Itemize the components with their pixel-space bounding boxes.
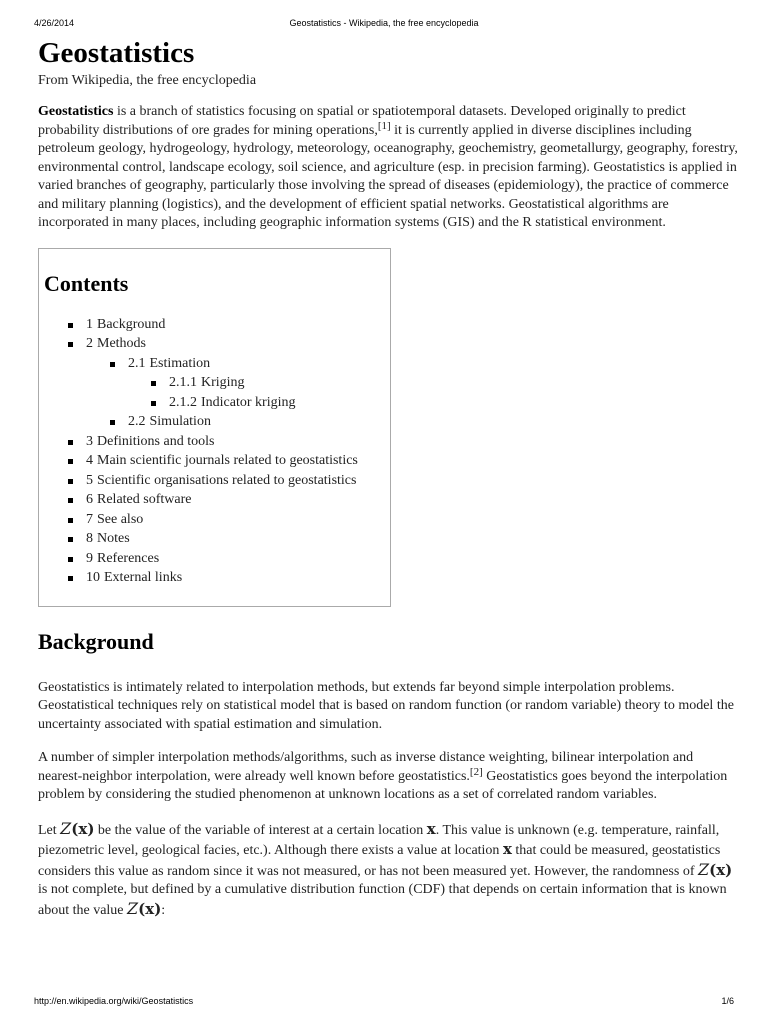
site-tagline: From Wikipedia, the free encyclopedia — [38, 73, 257, 88]
toc-item-journals[interactable]: 4 Main scientific journals related to geostatistics — [44, 451, 390, 471]
math-x: (x) — [709, 860, 733, 879]
toc-item-estimation[interactable]: 2.1 Estimation — [44, 354, 390, 374]
toc-item-organisations[interactable]: 5 Scientific organisations related to geostatistics — [44, 471, 390, 491]
bullet-icon — [68, 440, 73, 445]
bullet-icon — [68, 576, 73, 581]
background-paragraph-2: A number of simpler interpolation methods/algorithms, such as inverse distance weighting, bilinear interpolation and nearest-neighbor interpolation, were already well known before geostatistics.[2] Geostatistics goes beyond the interpolation problem by considering the studied phenomenon at unknown locations as a set of correlated random variables. — [38, 750, 728, 802]
toc-item-external-links[interactable]: 10 External links — [44, 568, 390, 588]
intro-text-1: is a branch of statistics focusing on spatial or spatiotemporal datasets. Developed originally to predict probability distributions of ore grades for mining operations, — [38, 104, 686, 138]
section-heading-background: Background — [38, 628, 154, 654]
background-paragraph-3: Let Z(x) be the value of the variable of interest at a certain location x. This value is unknown (e.g. temperature, rainfall, piezometric level, geological facies, etc.). Although there exists a value at location x that could be measured, geostatistics considers this value as random since it was not measured, or has not been measured yet. However, the randomness of Z(x) is not complete, but defined by a cumulative distribution function (CDF) that depends on certain information that is known about the value Z(x): — [38, 818, 733, 918]
table-of-contents — [38, 248, 391, 607]
math-x: x — [426, 819, 436, 838]
bullet-icon — [68, 479, 73, 484]
bullet-icon — [68, 537, 73, 542]
bullet-icon — [151, 401, 156, 406]
toc-item-background[interactable]: 1 Background — [44, 315, 390, 335]
bullet-icon — [110, 420, 115, 425]
print-footer — [34, 996, 734, 1010]
print-page-title: Geostatistics - Wikipedia, the free encyclopedia — [289, 18, 479, 28]
article-content — [38, 34, 738, 935]
math-z: Z — [127, 898, 139, 918]
bullet-icon — [68, 323, 73, 328]
background-paragraph-1: Geostatistics is intimately related to interpolation methods, but extends far beyond simple interpolation problems. Geostatistical techniques rely on statistical model that is based on random function (or random variable) theory to model the uncertainty associated with spatial estimation and simulation. — [38, 679, 734, 732]
intro-paragraph — [38, 103, 738, 233]
math-x: (x) — [71, 819, 95, 838]
toc-item-see-also[interactable]: 7 See also — [44, 510, 390, 530]
print-url: http://en.wikipedia.org/wiki/Geostatistics — [34, 996, 194, 1006]
toc-item-simulation[interactable]: 2.2 Simulation — [44, 412, 390, 432]
bullet-icon — [68, 557, 73, 562]
bullet-icon — [68, 459, 73, 464]
intro-text-2: it is currently applied in diverse disciplines including petroleum geology, hydrogeology, hydrology, meteorology, oceanography, geochemistry, geometallurgy, geography, forestry, environmental control, landscape ecology, soil science, and agriculture (esp. in precision farming). Geostatistics is applied in varied branches of geography, particularly those involving the spread of diseases (epidemiology), the practice of commerce and military planning (logistics), and the development of efficient spatial networks. Geostatistical algorithms are incorporated in many places, including geographic information systems (GIS) and the R statistical environment. — [38, 122, 738, 230]
print-date: 4/26/2014 — [34, 18, 75, 28]
bullet-icon — [151, 381, 156, 386]
toc-item-indicator-kriging[interactable]: 2.1.2 Indicator kriging — [44, 393, 390, 413]
toc-item-kriging[interactable]: 2.1.1 Kriging — [44, 373, 390, 393]
toc-item-methods[interactable]: 2 Methods — [44, 334, 390, 354]
toc-title: Contents — [44, 270, 129, 296]
toc-item-definitions[interactable]: 3 Definitions and tools — [44, 432, 390, 452]
toc-list — [44, 315, 390, 588]
citation-link-1[interactable]: [1] — [377, 119, 391, 132]
toc-item-notes[interactable]: 8 Notes — [44, 529, 390, 549]
toc-item-references[interactable]: 9 References — [44, 549, 390, 569]
math-z: Z — [697, 859, 710, 879]
math-x: x — [502, 840, 512, 858]
math-z: Z — [60, 818, 72, 838]
page-title: Geostatistics — [38, 37, 195, 69]
print-page-number: 1/6 — [721, 996, 734, 1006]
bullet-icon — [68, 498, 73, 503]
intro-lead-term: Geostatistics — [38, 104, 114, 119]
bullet-icon — [68, 342, 73, 347]
citation-link-2[interactable]: [2] — [469, 765, 483, 778]
print-header — [34, 18, 734, 32]
math-x: (x) — [138, 899, 162, 918]
bullet-icon — [110, 362, 115, 367]
bullet-icon — [68, 518, 73, 523]
toc-item-software[interactable]: 6 Related software — [44, 490, 390, 510]
